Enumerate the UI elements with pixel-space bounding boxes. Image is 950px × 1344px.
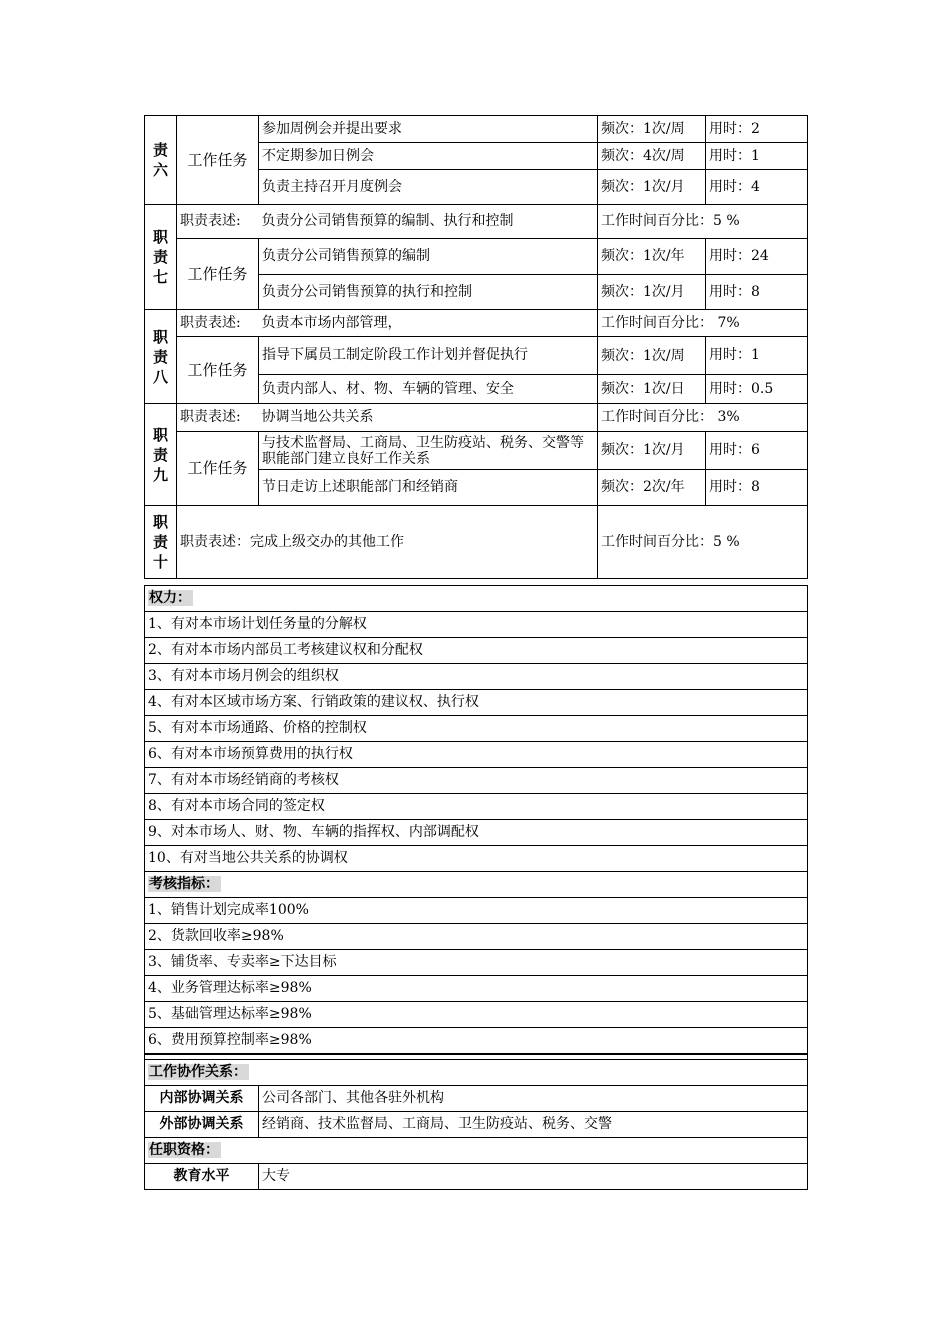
- duty9-task-row: [145, 432, 808, 470]
- cooperation-title: 工作协作关系：: [145, 1060, 808, 1086]
- qualification-header-row: [145, 1138, 808, 1164]
- duty7-percent: 工作时间百分比：5 %: [598, 205, 808, 239]
- power-item: 6、有对本市场预算费用的执行权: [145, 742, 808, 768]
- duty8-task-text: 负责内部人、材、物、车辆的管理、安全: [259, 375, 598, 404]
- duty9-statement-row: [145, 404, 808, 432]
- duty8-task-text: 指导下属员工制定阶段工作计划并督促执行: [259, 337, 598, 375]
- duty9-label: 职责九: [145, 404, 177, 506]
- internal-cooperation-row: [145, 1086, 808, 1112]
- internal-cooperation-label: 内部协调关系: [145, 1086, 259, 1112]
- powers-header-row: [145, 586, 808, 612]
- power-item: 7、有对本市场经销商的考核权: [145, 768, 808, 794]
- duty7-statement-row: [145, 205, 808, 239]
- duty7-task-label: 工作任务: [177, 239, 259, 310]
- duty7-task-text: 负责分公司销售预算的执行和控制: [259, 275, 598, 310]
- cooperation-header-row: [145, 1060, 808, 1086]
- kpi-item: 3、铺货率、专卖率≥下达目标: [145, 950, 808, 976]
- duty7-task-freq: 频次：1次/月: [598, 275, 706, 310]
- powers-title: 权力：: [145, 586, 808, 612]
- duty9-percent: 工作时间百分比： 3%: [598, 404, 808, 432]
- duty8-percent: 工作时间百分比： 7%: [598, 310, 808, 337]
- kpi-header-row: [145, 872, 808, 898]
- internal-cooperation-value: 公司各部门、其他各驻外机构: [259, 1086, 808, 1112]
- duty7-statement: 负责分公司销售预算的编制、执行和控制: [259, 205, 598, 239]
- power-item: 8、有对本市场合同的签定权: [145, 794, 808, 820]
- duty9-task-text: 节日走访上述职能部门和经销商: [259, 470, 598, 506]
- duty8-task-label: 工作任务: [177, 337, 259, 404]
- kpi-item: 6、费用预算控制率≥98%: [145, 1028, 808, 1055]
- duty6-task-freq: 频次：1次/周: [598, 116, 706, 143]
- duty6-task-freq: 频次：1次/月: [598, 170, 706, 205]
- kpi-title: 考核指标：: [145, 872, 808, 898]
- kpi-item: 2、货款回收率≥98%: [145, 924, 808, 950]
- power-item: 10、有对当地公共关系的协调权: [145, 846, 808, 872]
- external-cooperation-label: 外部协调关系: [145, 1112, 259, 1138]
- duty6-task-time: 用时：4: [706, 170, 808, 205]
- power-item: 5、有对本市场通路、价格的控制权: [145, 716, 808, 742]
- duty8-task-time: 用时：0.5: [706, 375, 808, 404]
- duty7-task-time: 用时：8: [706, 275, 808, 310]
- duty9-task-label: 工作任务: [177, 432, 259, 506]
- duty10-label: 职责十: [145, 506, 177, 579]
- duty9-task-time: 用时：8: [706, 470, 808, 506]
- duty8-label: 职责八: [145, 310, 177, 404]
- duty7-task-time: 用时：24: [706, 239, 808, 275]
- external-cooperation-row: [145, 1112, 808, 1138]
- power-item: 3、有对本市场月例会的组织权: [145, 664, 808, 690]
- duty8-task-freq: 频次：1次/日: [598, 375, 706, 404]
- power-item: 9、对本市场人、财、物、车辆的指挥权、内部调配权: [145, 820, 808, 846]
- duty6-task-row: [145, 116, 808, 143]
- duty10-row: [145, 506, 808, 579]
- duty9-statement: 协调当地公共关系: [259, 404, 598, 432]
- duty6-task-time: 用时：1: [706, 143, 808, 170]
- duty7-task-text: 负责分公司销售预算的编制: [259, 239, 598, 275]
- duty7-statement-label: 职责表述:: [177, 205, 259, 239]
- duty9-task-text: 与技术监督局、工商局、卫生防疫站、税务、交警等职能部门建立良好工作关系: [259, 432, 598, 470]
- duty8-task-time: 用时：1: [706, 337, 808, 375]
- duty8-statement-label: 职责表述:: [177, 310, 259, 337]
- duty8-statement-row: [145, 310, 808, 337]
- duty9-statement-label: 职责表述:: [177, 404, 259, 432]
- kpi-item: 5、基础管理达标率≥98%: [145, 1002, 808, 1028]
- power-item: 2、有对本市场内部员工考核建议权和分配权: [145, 638, 808, 664]
- duty6-task-text: 参加周例会并提出要求: [259, 116, 598, 143]
- duty8-task-freq: 频次：1次/周: [598, 337, 706, 375]
- education-value: 大专: [259, 1164, 808, 1190]
- duty9-task-freq: 频次：1次/月: [598, 432, 706, 470]
- duty8-statement: 负责本市场内部管理，: [259, 310, 598, 337]
- qualification-title: 任职资格：: [145, 1138, 808, 1164]
- duty9-task-time: 用时：6: [706, 432, 808, 470]
- duty7-label: 职责七: [145, 205, 177, 310]
- kpi-item: 1、销售计划完成率100%: [145, 898, 808, 924]
- education-label: 教育水平: [145, 1164, 259, 1190]
- duty9-task-freq: 频次：2次/年: [598, 470, 706, 506]
- external-cooperation-value: 经销商、技术监督局、工商局、卫生防疫站、税务、交警: [259, 1112, 808, 1138]
- education-row: [145, 1164, 808, 1190]
- power-item: 1、有对本市场计划任务量的分解权: [145, 612, 808, 638]
- duty10-statement: 职责表述：完成上级交办的其他工作: [177, 506, 598, 579]
- duty6-label: 责六: [145, 116, 177, 205]
- duty7-task-freq: 频次：1次/年: [598, 239, 706, 275]
- duty7-task-row: [145, 239, 808, 275]
- duty6-task-text: 不定期参加日例会: [259, 143, 598, 170]
- duties-table: [144, 115, 808, 579]
- duty10-percent: 工作时间百分比：5 %: [598, 506, 808, 579]
- duty8-task-row: [145, 337, 808, 375]
- lower-sections-table: [144, 585, 808, 1190]
- duty6-task-time: 用时：2: [706, 116, 808, 143]
- kpi-item: 4、业务管理达标率≥98%: [145, 976, 808, 1002]
- duty6-task-label: 工作任务: [177, 116, 259, 205]
- duty6-task-freq: 频次：4次/周: [598, 143, 706, 170]
- duty6-task-text: 负责主持召开月度例会: [259, 170, 598, 205]
- power-item: 4、有对本区域市场方案、行销政策的建议权、执行权: [145, 690, 808, 716]
